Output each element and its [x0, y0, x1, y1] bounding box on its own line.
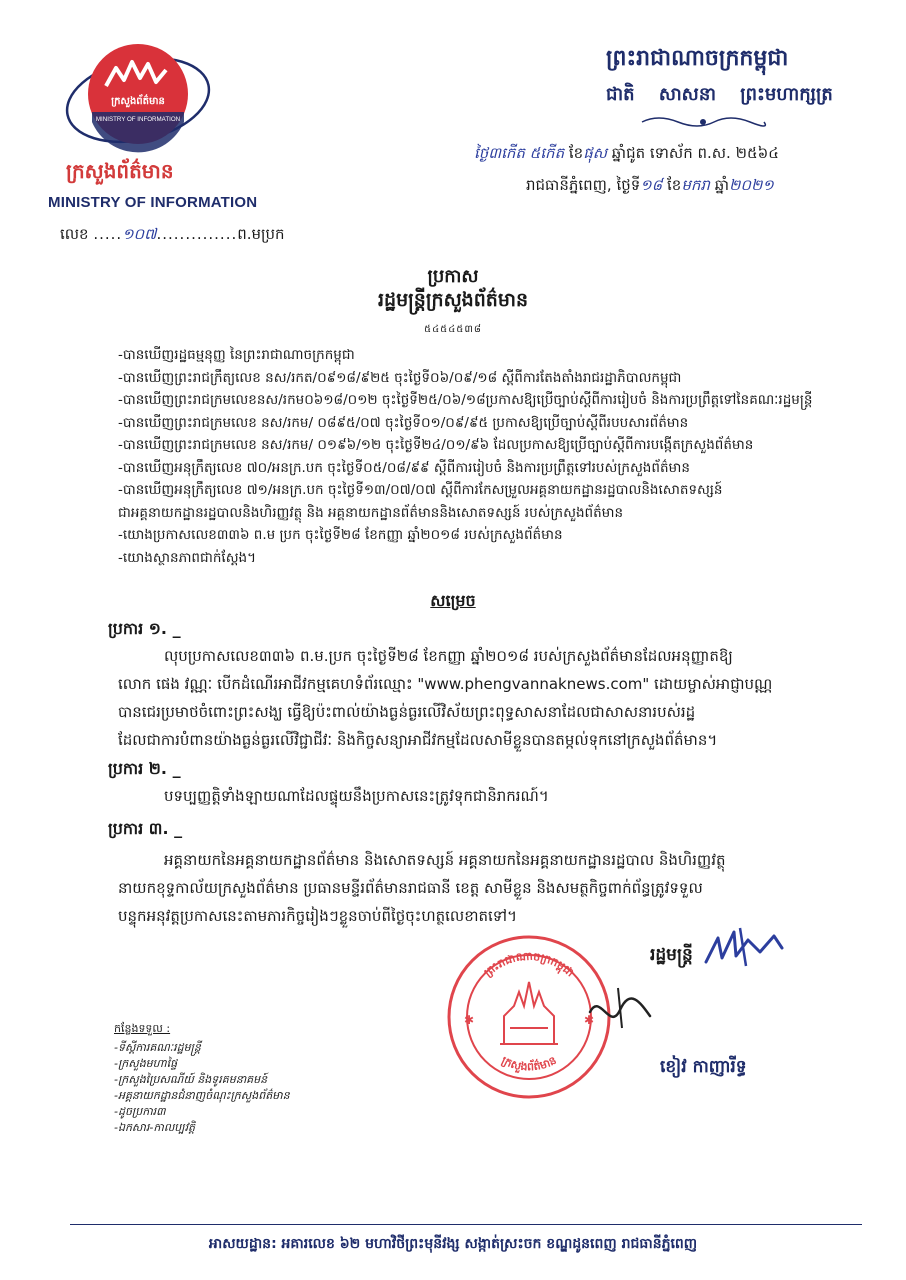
ref-label: លេខ [60, 225, 89, 243]
reference-item: -បានឃើញអនុក្រឹត្យលេខ ៧០/អនក្រ.បក ចុះថ្ងៃទី០៥/០៨/៩៩ ស្តីពីការរៀបចំ និងការប្រព្រឹត្តទៅរបស់ក្រសួងព័ត៌មាន [118, 459, 690, 476]
reference-item: -បានឃើញអនុក្រឹត្យលេខ ៧១/អនក្រ.បក ចុះថ្ងៃទី១៣/០៧/០៧ ស្តីពីការកែសម្រួលអគ្គនាយកដ្ឋានរដ្ឋបាលនិងសោតទស្សន៍ [118, 482, 723, 498]
ref-number: ១០៧ [122, 225, 157, 243]
article-3-label: ប្រការ ៣. _ [108, 819, 183, 838]
recipients-heading: កន្លែងទទួល : [114, 1022, 171, 1035]
decision-heading: សម្រេច [430, 591, 476, 610]
signatory-title: រដ្ឋមន្ត្រី [650, 945, 693, 965]
reference-item: -បានឃើញព្រះរាជក្រឹត្យលេខ នស/រកត/០៩១៨/៩២៥ ចុះថ្ងៃទី០៦/០៩/១៨ ស្តីពីការតែងតាំងរាជរដ្ឋាភិបាលកម្ពុជា [118, 369, 682, 386]
reference-item: -បានឃើញព្រះរាជក្រមលេខ នស/រកម/ ០១៩៦/១២ ចុះថ្ងៃទី២៤/០១/៩៦ ដែលប្រកាសឱ្យប្រើច្បាប់ស្តីពីការបង្កើតក្រសួងព័ត៌មាន [118, 437, 754, 453]
svg-text:✱: ✱ [464, 1013, 475, 1027]
doc-type-title: ប្រកាស [427, 266, 479, 287]
title-ornament: ៥៤៥៤៥៣៨ [423, 324, 483, 335]
ministry-name-en: MINISTRY OF INFORMATION [48, 194, 258, 211]
footer-divider [70, 1224, 862, 1225]
date-year: ២០២១ [729, 176, 774, 194]
doc-issuer-title: រដ្ឋមន្ត្រីក្រសួងព័ត៌មាន [377, 289, 528, 311]
recipient-item: -ទីស្តីការគណៈរដ្ឋមន្ត្រី [114, 1041, 201, 1054]
kingdom-motto: ជាតិ សាសនា ព្រះមហាក្សត្រ [606, 84, 833, 105]
signatory-name: ខៀវ កាញារីទ្ធ [660, 1057, 747, 1077]
ref-suffix: ព.មប្រក [237, 225, 285, 243]
legal-references [118, 344, 818, 569]
recipient-item: -ដូចប្រការ៣ [114, 1105, 166, 1118]
reference-item: -យោងប្រកាសលេខ៣៣៦ ព.ម ប្រក ចុះថ្ងៃទី២៨ ខែកញ្ញា ឆ្នាំ២០១៨ របស់ក្រសួងព័ត៌មាន [118, 527, 563, 543]
lunar-year: ឆ្នាំជូត ទោស័ក ព.ស. ២៥៦៤ [611, 144, 779, 162]
seal-text-top: ព្រះរាជាណាចក្រកម្ពុជា [481, 949, 577, 980]
reference-item: -បានឃើញព្រះរាជក្រមលេខនស/រកម០៦១៨/០១២ ចុះថ្ងៃទី២៥/០៦/១៨ប្រកាសឱ្យប្រើច្បាប់ស្តីពីការរៀបចំ និងការប្រព្រឹត្តទៅនៃគណៈរដ្ឋមន្ត្រី [118, 392, 813, 408]
svg-text:ព្រះរាជាណាចក្រកម្ពុជា [482, 950, 577, 980]
article-2-label: ប្រការ ២. _ [108, 759, 181, 778]
kingdom-name: ព្រះរាជាណាចក្រកម្ពុជា [606, 46, 789, 71]
svg-text:ក្រសួងព័ត៌មាន [499, 1054, 558, 1074]
recipient-item: -ក្រសួងមហាផ្ទៃ [114, 1057, 178, 1070]
solar-date: រាជធានីភ្នំពេញ, ថ្ងៃទី១៨ ខែមករា ឆ្នាំ២០២១ [526, 176, 774, 194]
reference-number: លេខ .....១០៧..............ព.មប្រក [60, 225, 285, 243]
article-3-body: អគ្គនាយកនៃអគ្គនាយកដ្ឋានព័ត៌មាន និងសោតទស្សន៍ អគ្គនាយកនៃអគ្គនាយកដ្ឋានរដ្ឋបាល និងហិរញ្ញវត្ថុ នាយកខុទ្ទកាល័យក្រសួងព័ត៌មាន ប្រធានមន្ទីរព័ត៌មានរាជធានី ខេត្ត សាមីខ្លួន និងសមត្ថកិច្ចពាក់ព័ន្ធត្រូវទទួល បន្ទុកអនុវត្តប្រកាសនេះតាមភារកិច្ចរៀងៗខ្លួនចាប់ពីថ្ងៃចុះហត្ថលេខាតទៅ។ [118, 851, 726, 925]
reference-item: -បានឃើញព្រះរាជក្រមលេខ នស/រកម/ ០៨៩៥/០៧ ចុះថ្ងៃទី០១/០៩/៩៥ ប្រកាសឱ្យប្រើច្បាប់ស្តីពីរបបសារព័ត៌មាន [118, 414, 689, 431]
date-day: ១៨ [640, 176, 663, 194]
article-1-label: ប្រការ ១. _ [108, 619, 181, 638]
recipient-item: -ក្រសួងប្រៃសណីយ៍ និងទូរគមនាគមន៍ [114, 1073, 268, 1086]
reference-item: -យោងស្ថានភាពជាក់ស្តែង។ [118, 549, 257, 566]
initial-mark [580, 982, 660, 1042]
recipients-list [114, 1022, 290, 1136]
ministry-logo [58, 42, 218, 157]
seal-text-bottom: ក្រសួងព័ត៌មាន [499, 1053, 559, 1074]
handwritten-signature [700, 918, 790, 978]
ministry-name-kh: ក្រសួងព័ត៌មាន [66, 159, 174, 183]
article-1-body: លុបប្រកាសលេខ៣៣៦ ព.ម.ប្រក ចុះថ្ងៃទី២៨ ខែកញ្ញា ឆ្នាំ២០១៨ របស់ក្រសួងព័ត៌មានដែលអនុញ្ញាតឱ្យ លោក ផេង វណ្ណៈ បើកដំណើរអាជីវកម្មគេហទំព័រឈ្មោះ "www.phengvannaknews.com" ដោយម្ចាស់អាជ្ញាបណ្ណ បានជេរប្រមាថចំពោះព្រះសង្ឃ ធ្វើឱ្យប៉ះពាល់យ៉ាងធ្ងន់ធ្ងរលើវិស័យព្រះពុទ្ធសាសនាដែលជាសាសនារបស់រដ្ឋ ដែលជាការបំពានយ៉ាងធ្ងន់ធ្ងរលើវិជ្ជាជីវៈ និងកិច្ចសន្យាអាជីវកម្មដែលសាមីខ្លួនបានតម្កល់ទុកនៅក្រសួងព័ត៌មាន។ [118, 647, 773, 749]
reference-item: -បានឃើញរដ្ឋធម្មនុញ្ញ នៃព្រះរាជាណាចក្រកម្ពុជា [118, 347, 355, 363]
reference-item: ជាអគ្គនាយកដ្ឋានរដ្ឋបាលនិងហិរញ្ញវត្ថុ និង អគ្គនាយកដ្ឋានព័ត៌មាននិងសោតទស្សន៍ របស់ក្រសួងព័ត៌មាន [118, 504, 624, 521]
date-month: មករា [681, 176, 710, 194]
recipient-item: -ឯកសារ-កាលប្បវត្តិ [114, 1121, 196, 1134]
lunar-month: ផុស [583, 144, 607, 162]
footer-address: អាសយដ្ឋាន: អគារលេខ ៦២ មហាវិថីព្រះមុនីវង្ស សង្កាត់ស្រះចក ខណ្ឌដូនពេញ រាជធានីភ្នំពេញ [208, 1236, 698, 1252]
article-2-body: បទប្បញ្ញត្តិទាំងឡាយណាដែលផ្ទុយនឹងប្រកាសនេះត្រូវទុកជានិរាករណ៍។ [164, 787, 549, 805]
svg-text:✱: ✱ [584, 1013, 595, 1027]
lunar-day: ថ្ងៃ៣កើត ៥កើត [474, 144, 565, 162]
recipient-item: -អគ្គនាយកដ្ឋានជំនាញចំណុះក្រសួងព័ត៌មាន [114, 1089, 290, 1102]
logo-text-en: MINISTRY OF INFORMATION [95, 116, 181, 123]
ornament-divider-icon [638, 114, 768, 130]
logo-text-kh: ក្រសួងព័ត៌មាន [111, 96, 165, 107]
lunar-date: ថ្ងៃ៣កើត ៥កើត ខែផុស ឆ្នាំជូត ទោស័ក ព.ស. ២៥៦៤ [474, 144, 779, 162]
